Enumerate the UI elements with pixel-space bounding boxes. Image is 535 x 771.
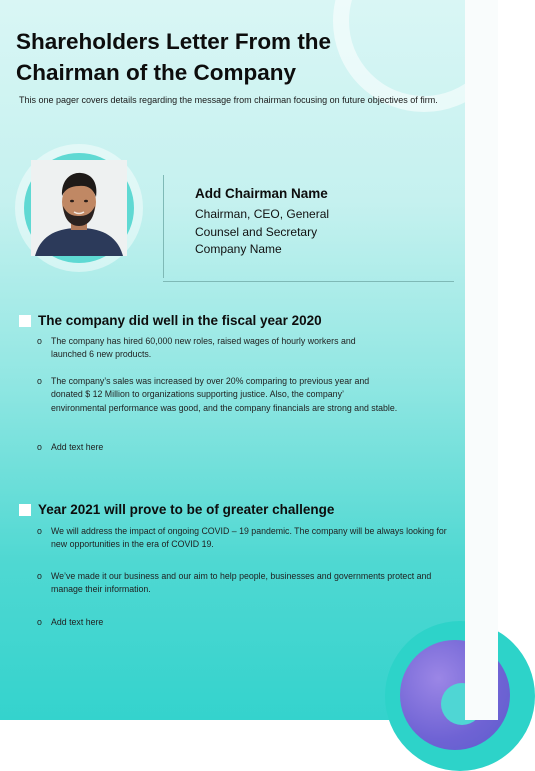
bullet-icon: o: [37, 336, 42, 346]
page-subtitle: This one pager covers details regarding the message from chairman focusing on future objectives of firm.: [19, 95, 438, 105]
divider-horizontal: [163, 281, 454, 282]
page-title: Shareholders Letter From the Chairman of the Company: [16, 29, 332, 85]
bullet-icon: o: [37, 376, 42, 386]
bullet-icon: o: [37, 571, 42, 581]
bullet-icon: o: [37, 617, 42, 627]
chairman-role: Chairman, CEO, General Counsel and Secretary: [195, 207, 330, 239]
chairman-name: Add Chairman Name: [195, 186, 328, 201]
chairman-photo: [31, 160, 127, 256]
section-checkbox-icon: [19, 315, 31, 327]
section-title-2021: Year 2021 will prove to be of greater challenge: [38, 502, 335, 517]
list-item: o We will address the impact of ongoing COVID – 19 pandemic. The company will be always looking for new opportunities in the era of COVID 19.: [37, 526, 447, 550]
chairman-portrait-icon: [31, 160, 127, 256]
bullet-icon: o: [37, 526, 42, 536]
divider-vertical: [163, 175, 164, 278]
bullet-icon: o: [37, 442, 42, 452]
list-item: o The company has hired 60,000 new roles, raised wages of hourly workers and launched 6 new products.: [37, 336, 356, 360]
section-checkbox-icon: [19, 504, 31, 516]
list-item: o Add text here: [37, 616, 337, 629]
list-item: o We’ve made it our business and our aim to help people, businesses and governments protect and manage their information.: [37, 571, 432, 595]
company-name: Company Name: [195, 242, 282, 256]
list-item: o Add text here: [37, 441, 337, 454]
page-margin: [465, 0, 498, 720]
list-item: o The company’s sales was increased by over 20% comparing to previous year and donated $ 12 Million to organizations supporting justice. Also, the company’ environmental performance was good, and the company financials are strong and stable.: [37, 376, 398, 413]
section-title-2020: The company did well in the fiscal year 2020: [38, 313, 322, 328]
